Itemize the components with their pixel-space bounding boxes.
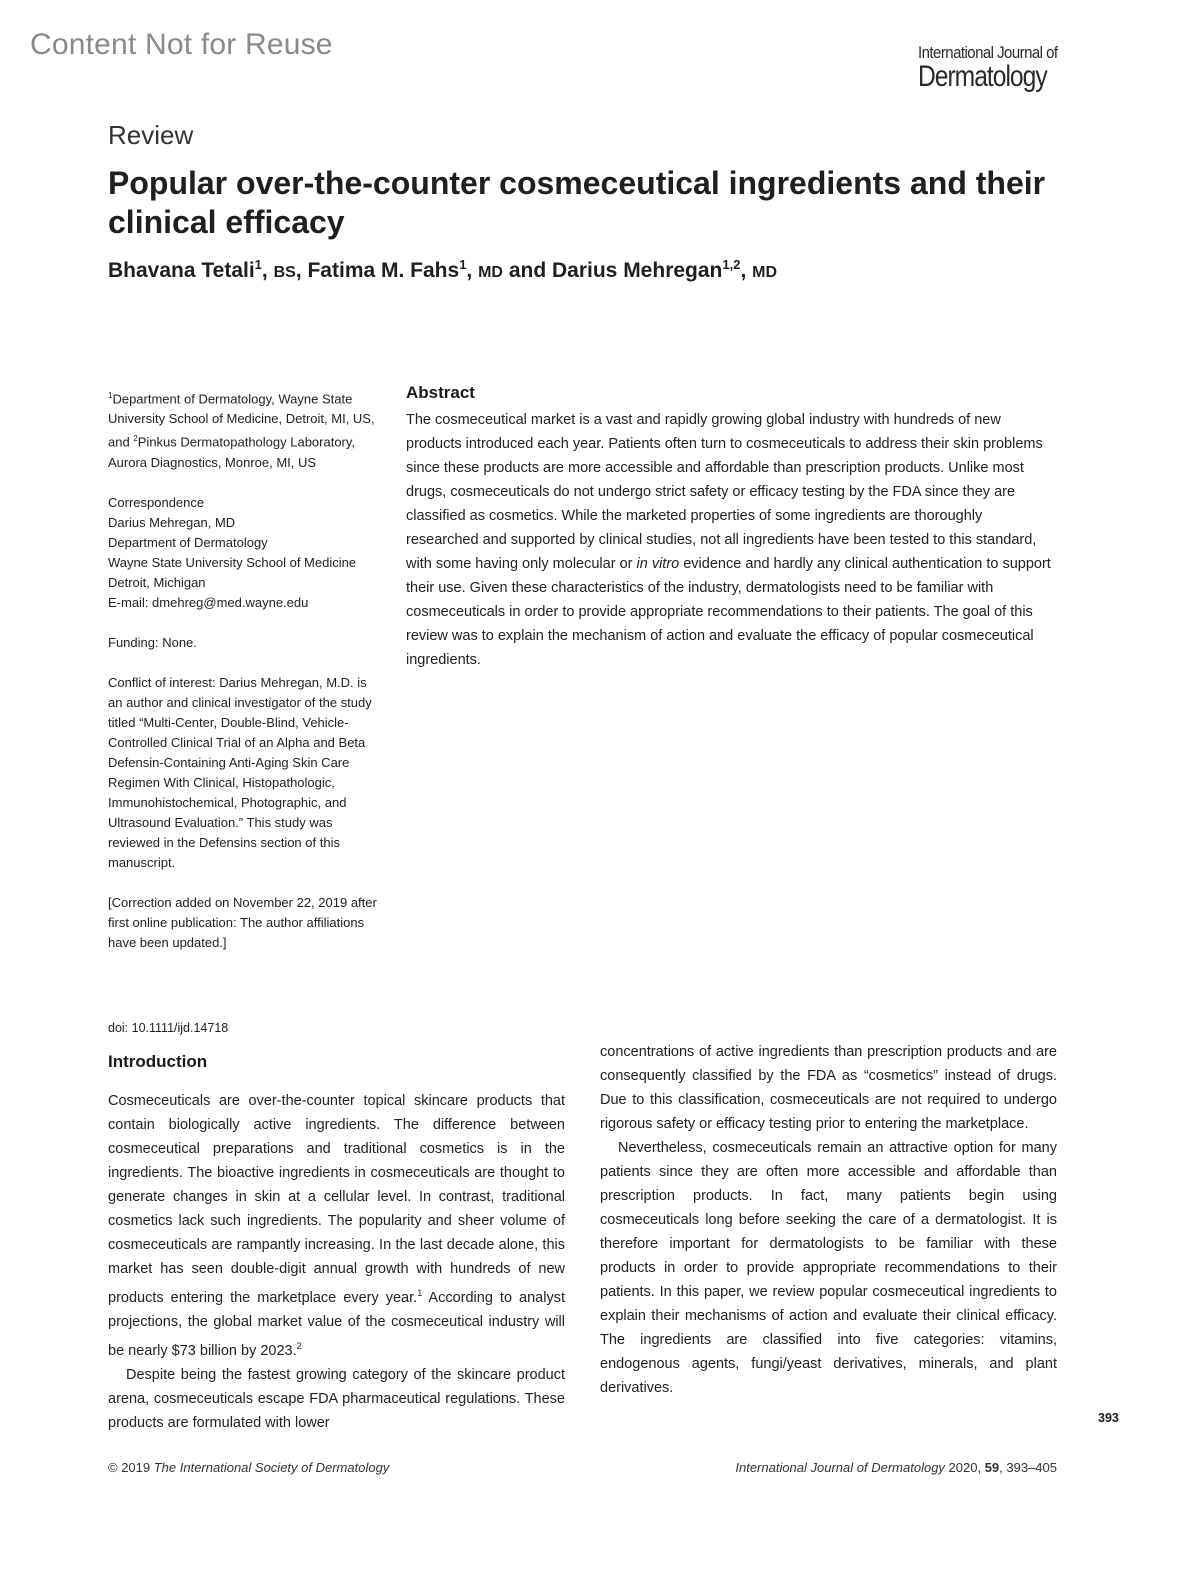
author-separator: ,	[261, 259, 274, 282]
paragraph-text: Cosmeceuticals are over-the-counter topical skincare products that contain biologically active ingredients. The difference between cosmeceutical preparations and traditional cosmetics is in the ingredients. The bioactive ingredients in cosmeceuticals are thought to generate changes in skin at a cellular level. In contrast, traditional cosmetics lack such ingredients. The popularity and sheer volume of cosmeceuticals are rampantly increasing. In the last decade alone, this market has seen double-digit annual growth with hundreds of new products entering the marketplace every year.	[108, 1093, 565, 1306]
affiliations	[108, 386, 383, 473]
author-affiliation-mark: 1	[254, 257, 262, 272]
author-list	[108, 257, 777, 283]
affiliation-mark: 2	[133, 434, 138, 444]
footer-text: © 2019	[108, 1460, 154, 1475]
author-degree: MD	[752, 264, 778, 281]
abstract-text	[406, 408, 1058, 672]
paragraph: Nevertheless, cosmeceuticals remain an attractive option for many patients since they are often more accessible and affordable than prescription products. In fact, many patients begin using cosmeceuticals long before seeking the care of a dermatologist. It is therefore important for dermatologists to be familiar with these products in order to provide appropriate recommendations to their patients. In this paper, we review popular cosmeceutical ingredients to explain their mechanisms of action and evaluate their clinical efficacy. The ingredients are classified into five categories: vitamins, endogenous agents, fungi/yeast derivatives, minerals, and plant derivatives.	[600, 1140, 1057, 1396]
author-name: Darius Mehregan	[552, 259, 723, 282]
footer-volume: 59	[984, 1460, 1000, 1475]
footer-society: The International Society of Dermatology	[153, 1460, 390, 1475]
correspondence-dept: Department of Dermatology	[108, 534, 268, 550]
correspondence-email[interactable]: E-mail: dmehreg@med.wayne.edu	[108, 594, 309, 610]
citation-ref[interactable]: 2	[296, 1340, 302, 1351]
correspondence-name: Darius Mehregan, MD	[108, 514, 236, 530]
introduction-heading: Introduction	[108, 1052, 208, 1071]
correspondence-label: Correspondence	[108, 494, 205, 510]
correspondence-school: Wayne State University School of Medicine	[108, 554, 357, 570]
doi[interactable]: doi: 10.1111/ijd.14718	[108, 1021, 229, 1035]
affiliation-text: Pinkus Dermatopathology Laboratory, Aurora Diagnostics, Monroe, MI, US	[108, 434, 356, 470]
paragraph: Despite being the fastest growing category of the skincare product arena, cosmeceuticals escape FDA pharmaceutical regulations. These products are formulated with lower	[108, 1366, 565, 1431]
paragraph	[108, 1089, 565, 1363]
author-affiliation-mark: 1	[459, 257, 467, 272]
page-number: 393	[1098, 1411, 1119, 1425]
watermark: Content Not for Reuse	[30, 28, 333, 61]
footer-journal: International Journal of Dermatology	[735, 1460, 945, 1475]
footer-citation	[735, 1460, 1057, 1475]
funding: Funding: None.	[108, 634, 197, 650]
paragraph: concentrations of active ingredients than prescription products and are consequently classified by the FDA as “cosmetics” instead of drugs. Due to this classification, cosmeceuticals are not required to undergo rigorous safety or efficacy testing prior to entering the marketplace.	[600, 1044, 1057, 1132]
footer-pages: , 393–405	[999, 1460, 1057, 1475]
author-degree: BS	[273, 264, 296, 281]
author-name: Bhavana Tetali	[108, 259, 255, 282]
author-name: Fatima M. Fahs	[307, 259, 460, 282]
correspondence-city: Detroit, Michigan	[108, 574, 206, 590]
journal-logo-line2: Dermatology	[918, 60, 1047, 93]
author-conjunction: and	[502, 259, 552, 282]
paragraph-text: According to analyst projections, the global market value of the cosmeceutical industry will be nearly $73 billion by 2023.	[108, 1289, 565, 1359]
footer-year: 2020,	[944, 1460, 985, 1475]
author-affiliation-mark: 1,2	[722, 257, 741, 272]
author-separator: ,	[295, 259, 308, 282]
affiliation-text: Department of Dermatology, Wayne State University School of Medicine, Detroit, MI, US, and	[108, 391, 375, 450]
abstract-text-part: evidence and hardly any clinical authentication to support their use. Given these characteristics of the industry, dermatologists need to be familiar with cosmeceuticals in order to provide appropriate recommendations to their patients. The goal of this review was to explain the mechanism of action and evaluate the efficacy of popular cosmeceutical ingredients.	[406, 556, 1051, 668]
correspondence	[108, 493, 383, 613]
journal-logo	[918, 44, 1077, 92]
article-section-type: Review	[108, 120, 194, 150]
conflict-of-interest: Conflict of interest: Darius Mehregan, M.D. is an author and clinical investigator of the study titled “Multi-Center, Double-Blind, Vehicle-Controlled Clinical Trial of an Alpha and Beta Defensin-Containing Anti-Aging Skin Care Regimen With Clinical, Histopathologic, Immunohistochemical, Photographic, and Ultrasound Evaluation.” This study was reviewed in the Defensins section of this manuscript.	[108, 674, 372, 870]
author-separator: ,	[466, 259, 479, 282]
correction-note: [Correction added on November 22, 2019 after first online publication: The author affiliations have been updated.]	[108, 894, 377, 950]
article-title: Popular over-the-counter cosmeceutical ingredients and their clinical efficacy	[108, 165, 1046, 240]
body-column-left	[108, 1089, 565, 1435]
footer-copyright	[108, 1460, 389, 1475]
abstract-text-part: The cosmeceutical market is a vast and rapidly growing global industry with hundreds of new products introduced each year. Patients often turn to cosmeceuticals to address their skin problems since these products are more accessible and affordable than prescription products. Unlike most drugs, cosmeceuticals do not undergo strict safety or efficacy testing by the FDA since they are classified as cosmetics. While the marketed properties of some ingredients are thoroughly researched and supported by clinical studies, not all ingredients have been tested to this standard, with some having only molecular or	[406, 412, 1043, 572]
affiliation-mark: 1	[108, 391, 113, 400]
abstract-italic: in vitro	[636, 556, 680, 572]
abstract-heading: Abstract	[406, 383, 475, 402]
author-degree: MD	[478, 264, 503, 281]
author-separator: ,	[740, 259, 753, 282]
article-sidebar	[108, 386, 383, 973]
citation-ref[interactable]: 1	[417, 1288, 423, 1298]
body-column-right	[600, 1040, 1057, 1400]
journal-logo-line1: International Journal of	[918, 43, 1058, 62]
